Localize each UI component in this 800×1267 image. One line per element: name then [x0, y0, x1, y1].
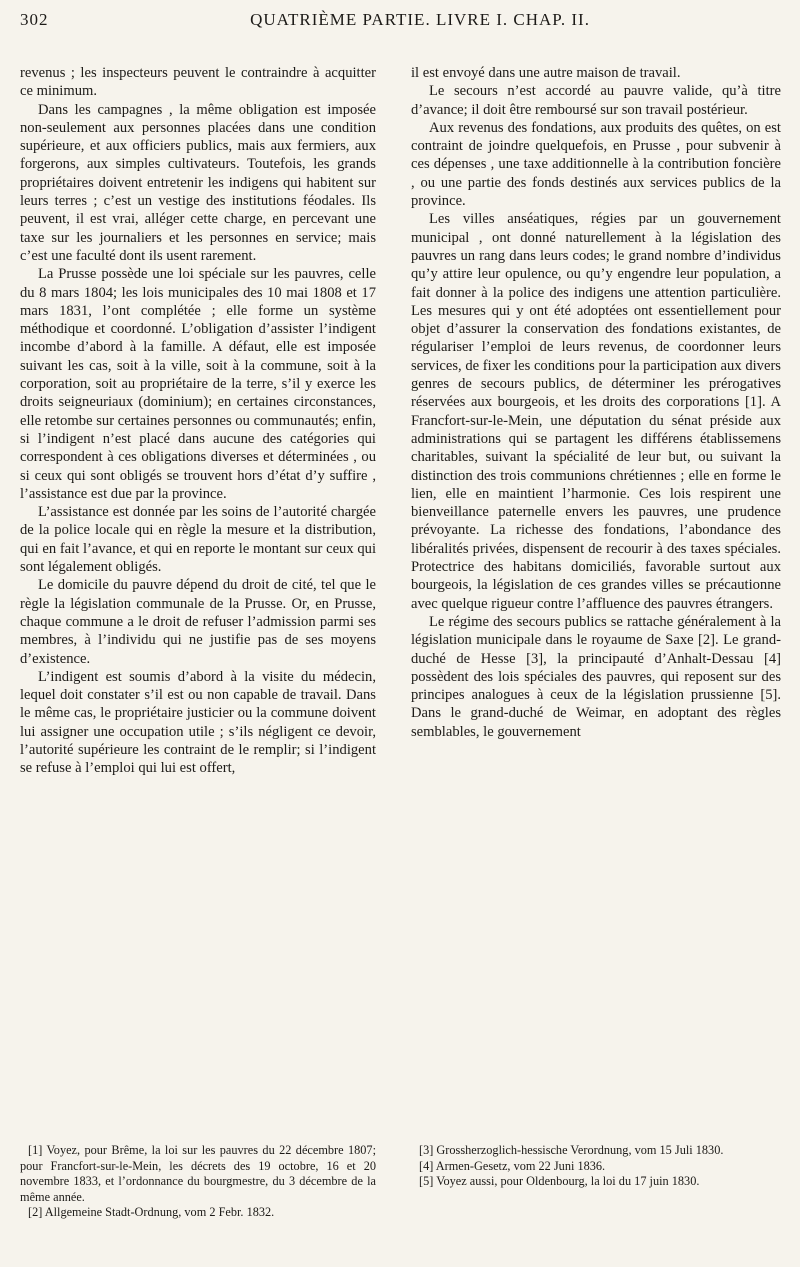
- running-title: QUATRIÈME PARTIE. LIVRE I. CHAP. II.: [250, 10, 590, 29]
- page-number: 302: [20, 10, 49, 29]
- paragraph: L’indigent est soumis d’abord à la visite du médecin, lequel doit constater s’il est ou non capable de travail. Dans le même cas, le propriétaire justicier ou la commune doivent lui assigner une occupation utile ; s’ils négligent ce devoir, l’autorité supérieure les contraint de le remplir; si l’indigent se refuse à l’emploi qui lui est offert,: [20, 668, 376, 777]
- paragraph: Les villes anséatiques, régies par un gouvernement municipal , ont donné naturellement à la législation des pauvres un rang dans leurs codes; le grand nombre d’individus qu’y attire leur opulence, ou qu’y engendre leur population, a fait donner à la police des indigens une attention particulière. Les mesures qui y ont été adoptées ont essentiellement pour objet d’assurer la conservation des fondations existantes, de régulariser l’emploi de leurs revenus, de coordonner leurs services, de fixer les conditions pour la participation aux divers genres de secours publics, de déterminer les prérogatives réservées aux bourgeois, et les droits des corporations [1]. A Francfort-sur-le-Mein, une députation du sénat préside aux administrations qui se partagent les différens établissemens charitables, suivant la spécialité de leur but, ou suivant la distinction des trois communions chrétiennes ; elle en forme le lien, elle en maintient l’harmonie. Ces lois respirent une bienveillance paternelle envers les pauvres, une prudence prévoyante. La richesse des fondations, l’abondance des libéralités privées, dispensent de recourir à des taxes spéciales. Protectrice des habitans domiciliés, favorable surtout aux bourgeois, la législation de ces grandes villes se précautionne avec quelque rigueur contre l’affluence des pauvres étrangers.: [411, 211, 781, 612]
- paragraph: Le domicile du pauvre dépend du droit de cité, tel que le règle la législation communale de la Prusse. Or, en Prusse, chaque commune a le droit de refuser l’admission parmi ses membres, à l’individu qui ne justifie pas de ses moyens d’existence.: [20, 577, 376, 667]
- paragraph: L’assistance est donnée par les soins de l’autorité chargée de la police locale qui en règle la mesure et la distribution, qui en fait l’avance, et qui en reporte le montant sur ceux qui sont légalement obligés.: [20, 504, 376, 576]
- paragraph: il est envoyé dans une autre maison de travail.: [411, 65, 681, 81]
- paragraph: Dans les campagnes , la même obligation est imposée non-seulement aux personnes placées dans une condition supérieure, et aux officiers publics, mais aux fermiers, aux forgerons, aux simples cultivateurs. Toutefois, les grands propriétaires doivent entretenir les indigens qui habitent sur leurs terres ; c’est un vestige des institutions féodales. Ils peuvent, il est vrai, alléger cette charge, en percevant une taxe sur les journaliers et les personnes en service; mais c’est une faculté dont ils usent rarement.: [20, 101, 376, 264]
- paragraph: Aux revenus des fondations, aux produits des quêtes, on est contraint de joindre quelquefois, en Prusse , pour subvenir à ces dépenses , une taxe additionnelle à la contribution foncière , ou une partie des fonds destinés aux services publics de la province.: [411, 119, 781, 210]
- footnote: [5] Voyez aussi, pour Oldenbourg, la loi du 17 juin 1830.: [419, 1174, 700, 1189]
- paragraph: Le régime des secours publics se rattache généralement à la législation municipale dans le royaume de Saxe [2]. Le grand-duché de Hesse [3], la principauté d’Anhalt-Dessau [4] possèdent des lois spéciales des pauvres, qui reposent sur des principes analogues à ceux de la législation prussienne [5]. Dans le grand-duché de Weimar, en adoptant des règles semblables, le gouvernement: [411, 613, 781, 740]
- footnote: [4] Armen-Gesetz, vom 22 Juni 1836.: [419, 1158, 606, 1173]
- paragraph: La Prusse possède une loi spéciale sur les pauvres, celle du 8 mars 1804; les lois municipales des 10 mai 1808 et 17 mars 1831, l’ont complétée ; elle forme un système méthodique et coordonné. L’obligation d’assister l’indigent incombe d’abord à la famille. A défaut, elle est imposée suivant les cas, soit à la ville, soit à la commune, soit à la corporation, soit au propriétaire de la terre, s’il y exerce les droits seigneuriaux (dominium); en certaines circonstances, elle retombe sur certaines personnes ou communautés; enfin, si l’indigent n’est placé dans aucune des catégories qui correspondent à ces obligations diverses et déterminées , ou si ceux qui sont obligés se trouvent hors d’état d’y suffire , l’assistance est due par la province.: [20, 266, 376, 502]
- paragraph: Le secours n’est accordé au pauvre valide, qu’à titre d’avance; il doit être remboursé sur son travail postérieur.: [411, 83, 781, 118]
- right-column: [411, 64, 781, 741]
- page-header: [20, 6, 780, 36]
- footnotes-right: [411, 1143, 781, 1190]
- footnote: [1] Voyez, pour Brême, la loi sur les pauvres du 22 décembre 1807; pour Francfort-sur-le-Mein, les décrets des 19 octobre, 16 et 20 novembre 1833, et l’ordonnance du bourgmestre, du 3 décembre de la même année.: [20, 1143, 376, 1204]
- footnote: [3] Grossherzoglich-hessische Verordnung, vom 15 Juli 1830.: [419, 1143, 724, 1157]
- footnote: [2] Allgemeine Stadt-Ordnung, vom 2 Febr. 1832.: [28, 1205, 275, 1220]
- paragraph: revenus ; les inspecteurs peuvent le contraindre à acquitter ce minimum.: [20, 65, 376, 100]
- left-column: [20, 64, 376, 778]
- footnotes-left: [20, 1143, 376, 1221]
